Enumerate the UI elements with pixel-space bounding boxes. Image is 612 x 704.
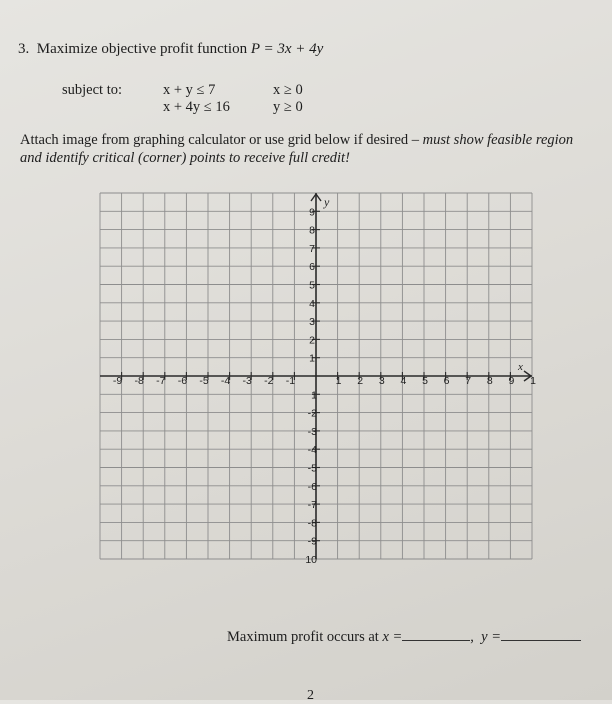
x-tick-label: 7 (465, 375, 472, 387)
x-tick-label: -8 (134, 375, 144, 387)
x-axis-label: x (518, 361, 523, 373)
instructions-emphasis: must show feasible region (422, 132, 574, 148)
x-tick-label: 3 (378, 375, 385, 387)
coordinate-grid[interactable] (100, 193, 536, 566)
y-tick-label: 2 (309, 334, 315, 347)
answer-prompt: Maximum profit occurs at (227, 629, 379, 645)
y-tick-label: 9 (309, 206, 315, 219)
x-tick-label: 5 (422, 375, 428, 387)
constraint-4: y ≥ 0 (273, 99, 303, 115)
y-tick-label: 8 (309, 224, 315, 237)
x-tick-label: -4 (220, 375, 231, 387)
instructions-line-1 (20, 132, 573, 149)
y-tick-label: -8 (307, 517, 317, 530)
x-tick-label: 1 (335, 375, 342, 387)
answer-line (227, 629, 581, 646)
answer-y-label: y = (481, 629, 502, 645)
constraint-1: x + y ≤ 7 (163, 82, 216, 98)
y-tick-label: 5 (309, 279, 315, 292)
x-tick-label: 1 (530, 375, 536, 387)
x-tick-label: 8 (486, 375, 493, 387)
y-tick-label: -3 (307, 425, 317, 438)
x-tick-label: -9 (112, 375, 123, 387)
y-tick-label: 1 (311, 389, 317, 402)
x-tick-label: 6 (443, 375, 450, 387)
y-tick-label: -5 (307, 462, 317, 475)
constraint-2: x + 4y ≤ 16 (163, 99, 230, 115)
y-tick-label: -7 (307, 499, 317, 512)
page-number: 2 (307, 688, 314, 703)
answer-x-label: x = (382, 629, 403, 645)
problem-heading (18, 41, 323, 58)
x-tick-label: -1 (285, 375, 296, 387)
answer-separator: , (470, 629, 474, 645)
answer-y-blank[interactable] (501, 640, 581, 641)
x-tick-label: -7 (156, 375, 166, 387)
y-tick-label: 10 (305, 554, 317, 566)
y-tick-label: 3 (309, 316, 315, 329)
y-tick-label: -6 (307, 480, 317, 493)
x-tick-label: 4 (400, 375, 407, 387)
x-tick-label: 2 (357, 375, 364, 387)
y-tick-label: -9 (307, 535, 317, 548)
y-tick-label: -4 (307, 444, 317, 457)
coordinate-grid-area[interactable] (100, 193, 536, 566)
y-tick-label: 6 (309, 261, 315, 274)
x-tick-label: -5 (199, 375, 209, 387)
x-tick-label: -3 (242, 375, 252, 387)
constraints-label: subject to: (62, 82, 123, 98)
x-tick-label: -2 (264, 375, 274, 387)
constraint-3: x ≥ 0 (273, 82, 303, 98)
answer-x-blank[interactable] (402, 640, 470, 641)
instructions-line-2: and identify critical (corner) points to receive full credit! (20, 150, 350, 166)
y-tick-label: -2 (307, 407, 317, 420)
x-tick-label: 9 (508, 375, 515, 387)
problem-number: 3. (18, 41, 30, 57)
instructions-text: Attach image from graphing calculator or use grid below if desired – (20, 132, 420, 148)
y-tick-label: 4 (309, 297, 315, 310)
y-tick-label: 7 (309, 242, 315, 255)
objective-function: P = 3x + 4y (250, 41, 324, 57)
y-axis-label: y (324, 195, 330, 209)
problem-text: Maximize objective profit function (36, 41, 248, 57)
x-tick-label: -6 (177, 375, 188, 387)
y-tick-label: 1 (309, 352, 315, 365)
